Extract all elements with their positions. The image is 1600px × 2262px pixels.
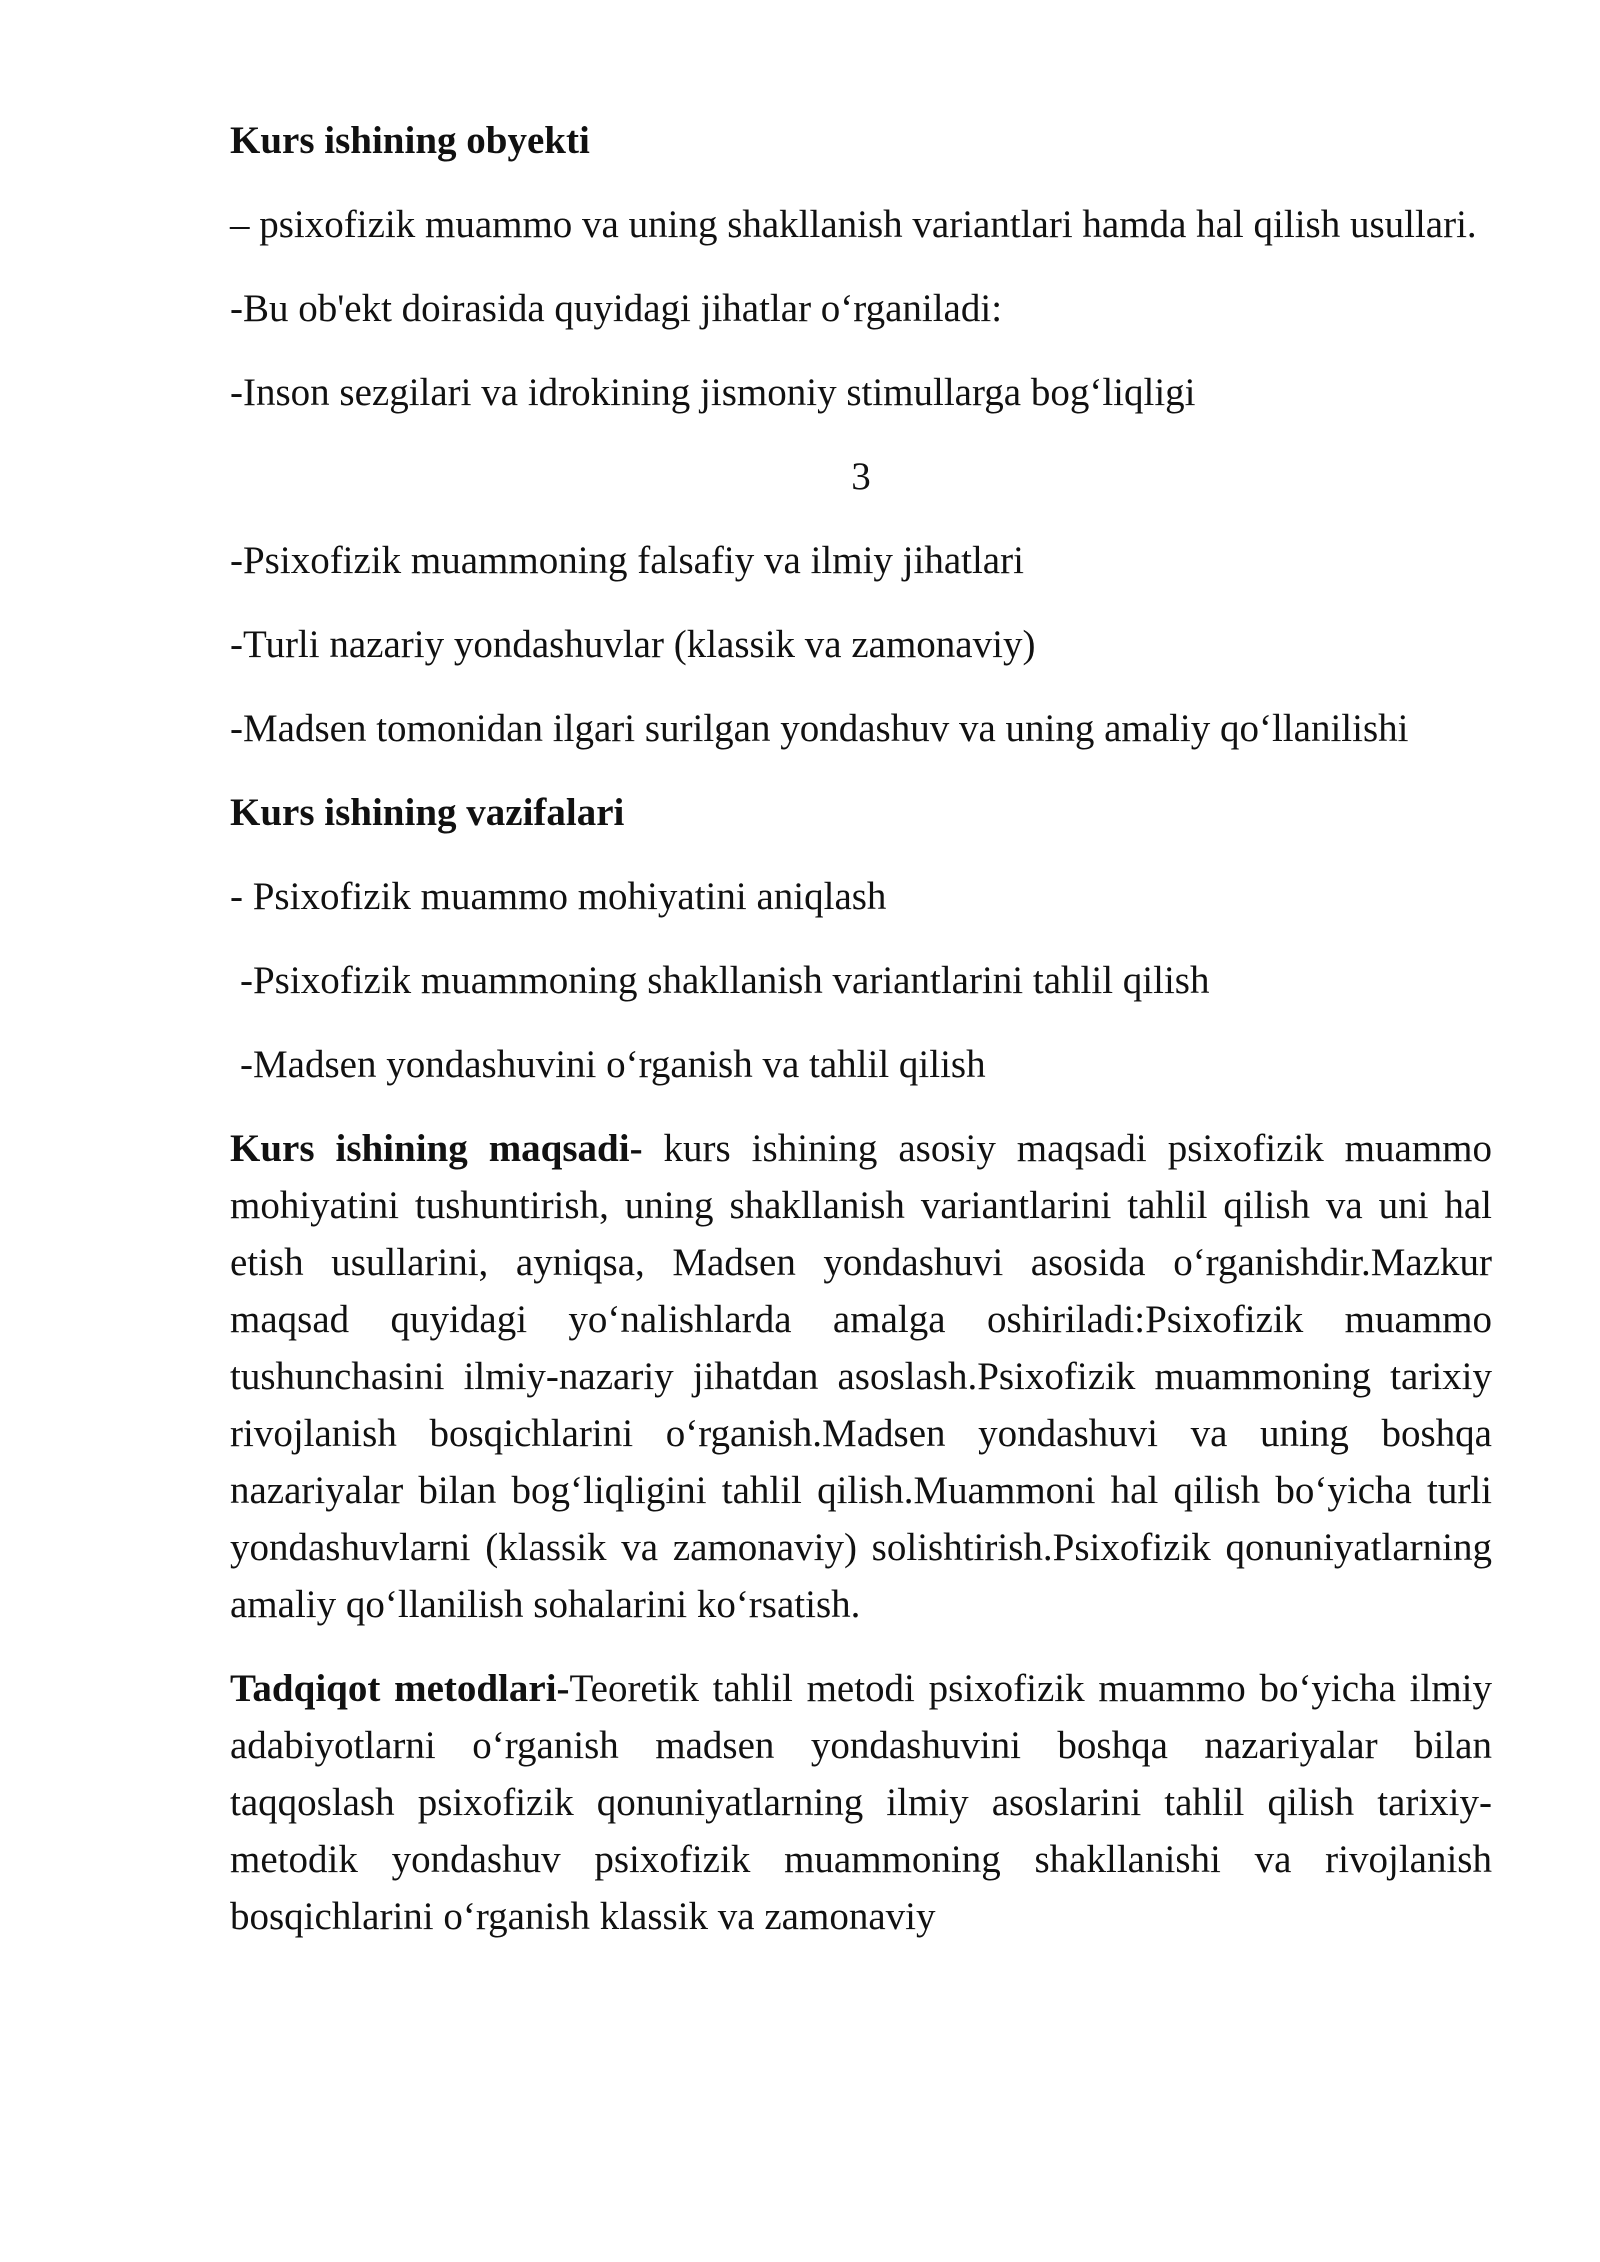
- object-item-3: -Turli nazariy yondashuvlar (klassik va zamonaviy): [230, 623, 1036, 666]
- document-page: [230, 112, 1492, 1972]
- object-item-1: -Inson sezgilari va idrokining jismoniy stimullarga bog‘liqligi: [230, 371, 1196, 414]
- object-intro: -Bu ob'ekt doirasida quyidagi jihatlar o‘rganiladi:: [230, 287, 1003, 330]
- heading-course-object: Kurs ishining obyekti: [230, 119, 590, 162]
- methods-paragraph: [230, 1660, 1492, 1945]
- task-item-3: -Madsen yondashuvini o‘rganish va tahlil qilish: [240, 1043, 986, 1086]
- object-item-4: -Madsen tomonidan ilgari surilgan yondashuv va uning amaliy qo‘llanilishi: [230, 707, 1409, 750]
- page-number: 3: [851, 455, 871, 498]
- methods-label: Tadqiqot metodlari-: [230, 1667, 570, 1710]
- heading-course-tasks: Kurs ishining vazifalari: [230, 791, 625, 834]
- object-description: – psixofizik muammo va uning shakllanish variantlari hamda hal qilish usullari.: [230, 203, 1477, 246]
- goal-label: Kurs ishining maqsadi-: [230, 1127, 643, 1170]
- object-item-2: -Psixofizik muammoning falsafiy va ilmiy jihatlari: [230, 539, 1024, 582]
- goal-paragraph: [230, 1120, 1492, 1633]
- goal-text: kurs ishining asosiy maqsadi psixofizik muammo mohiyatini tushuntirish, uning shakllanish variantlarini tahlil qilish va uni hal etish usullarini, ayniqsa, Madsen yondashuvi asosida o‘rganishdir.Mazkur maqsad quyidagi yo‘nalishlarda amalga oshiriladi:Psixofizik muammo tushunchasini ilmiy-nazariy jihatdan asoslash.Psixofizik muammoning tarixiy rivojlanish bosqichlarini o‘rganish.Madsen yondashuvi va uning boshqa nazariyalar bilan bog‘liqligini tahlil qilish.Muammoni hal qilish bo‘yicha turli yondashuvlarni (klassik va zamonaviy) solishtirish.Psixofizik qonuniyatlarning amaliy qo‘llanilish sohalarini ko‘rsatish.: [230, 1127, 1492, 1626]
- methods-text: Teoretik tahlil metodi psixofizik muammo bo‘yicha ilmiy adabiyotlarni o‘rganish madsen yondashuvini boshqa nazariyalar bilan taqqoslash psixofizik qonuniyatlarning ilmiy asoslarini tahlil qilish tarixiy-metodik yondashuv psixofizik muammoning shakllanishi va rivojlanish bosqichlarini o‘rganish klassik va zamonaviy: [230, 1667, 1492, 1938]
- task-item-1: - Psixofizik muammo mohiyatini aniqlash: [230, 875, 887, 918]
- task-item-2: -Psixofizik muammoning shakllanish variantlarini tahlil qilish: [240, 959, 1210, 1002]
